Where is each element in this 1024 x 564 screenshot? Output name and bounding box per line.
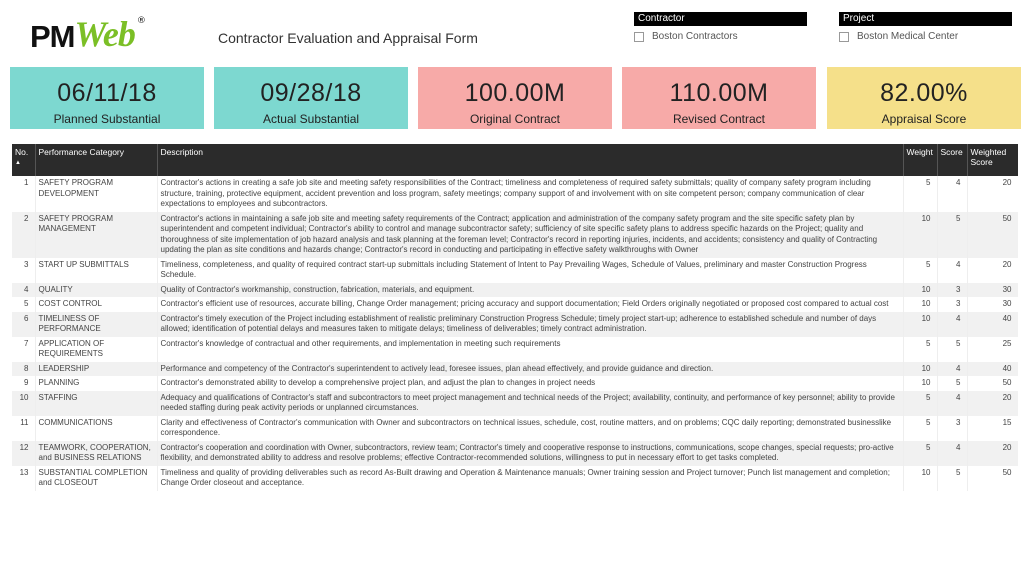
row-category: STAFFING: [35, 391, 157, 416]
contractor-slicer-header: Contractor: [634, 12, 807, 26]
row-weight: 10: [903, 297, 937, 312]
project-checkbox[interactable]: [839, 32, 849, 42]
row-score: 3: [937, 283, 967, 298]
row-weighted-score: 50: [967, 376, 1018, 391]
row-score: 4: [937, 258, 967, 283]
table-row[interactable]: [12, 376, 1018, 391]
row-score: 4: [937, 441, 967, 466]
appraisal-table-container[interactable]: [12, 144, 1018, 564]
row-weight: 10: [903, 362, 937, 377]
appraisal-table: [12, 144, 1018, 491]
column-header-description[interactable]: Description: [157, 144, 903, 176]
row-description: Contractor's actions in maintaining a safe job site and meeting safety requirements of the Contract; application and administration of the company safety program and the site specific safety plan by superintendent and competent individual; Contractor's ability to control and manage subcontractor safety; sufficiency of site specific safety plans to address specific hazards on the Project; quality and thoroughness of site implementation of job hazard analysis and task planning at the foreman level; Contractor's record in reporting injuries, incidents, and accidents; consistency and quality of Contracting updating the plan as site conditions and hazards change; Contractor's record in conducting and participating in effective safety walkthroughs with Owner: [157, 212, 903, 258]
row-description: Clarity and effectiveness of Contractor's communication with Owner and subcontractors on technical issues, schedule, cost, routine matters, and on problems; CQC daily reporting; demonstrated businesslike correspondence.: [157, 416, 903, 441]
table-row[interactable]: [12, 258, 1018, 283]
row-weighted-score: 25: [967, 337, 1018, 362]
row-weighted-score: 20: [967, 258, 1018, 283]
table-header-row: [12, 144, 1018, 176]
row-weight: 10: [903, 283, 937, 298]
card-appraisal-score: [827, 67, 1021, 129]
card-label: Actual Substantial: [262, 112, 360, 126]
row-number: 8: [12, 362, 35, 377]
table-row[interactable]: [12, 362, 1018, 377]
row-weighted-score: 40: [967, 362, 1018, 377]
row-weight: 5: [903, 258, 937, 283]
row-number: 11: [12, 416, 35, 441]
column-header-category[interactable]: Performance Category: [35, 144, 157, 176]
row-score: 3: [937, 297, 967, 312]
row-description: Contractor's demonstrated ability to develop a comprehensive project plan, and adjust the plan to changes in project needs: [157, 376, 903, 391]
table-body: [12, 176, 1018, 491]
row-weighted-score: 40: [967, 312, 1018, 337]
row-weighted-score: 15: [967, 416, 1018, 441]
card-value: 110.00M: [669, 79, 769, 107]
row-category: TEAMWORK, COOPERATION, and BUSINESS RELATIONS: [35, 441, 157, 466]
row-score: 5: [937, 466, 967, 491]
card-planned-substantial: [10, 67, 204, 129]
card-actual-substantial: [214, 67, 408, 129]
row-score: 4: [937, 362, 967, 377]
registered-mark: ®: [136, 16, 146, 26]
card-value: 82.00%: [880, 79, 968, 107]
row-weight: 10: [903, 466, 937, 491]
project-slicer-header: Project: [839, 12, 1012, 26]
row-weighted-score: 20: [967, 391, 1018, 416]
row-number: 12: [12, 441, 35, 466]
row-score: 4: [937, 176, 967, 212]
row-weight: 5: [903, 337, 937, 362]
row-score: 5: [937, 376, 967, 391]
card-label: Revised Contract: [672, 112, 766, 126]
table-row[interactable]: [12, 212, 1018, 258]
row-weighted-score: 30: [967, 297, 1018, 312]
row-category: COST CONTROL: [35, 297, 157, 312]
row-description: Contractor's cooperation and coordination with Owner, subcontractors, review team; Contractor's timely and cooperative response to instructions, communications, scope changes, special requests; pro-active flexibility, and demonstrated ability to address and resolve problems; effective Contractor-recommended solutions, willingness to put in necessary effort to get tasks completed.: [157, 441, 903, 466]
row-description: Contractor's timely execution of the Project including establishment of realistic preliminary Construction Progress Schedule; timely project start-up; adherence to established schedule and number of days allowed; identification of potential delays and measures taken to mitigate delays; timeliness of deliverables; timely contract administration.: [157, 312, 903, 337]
column-header-no-label: No.: [15, 147, 29, 157]
row-number: 9: [12, 376, 35, 391]
row-number: 3: [12, 258, 35, 283]
row-category: SUBSTANTIAL COMPLETION and CLOSEOUT: [35, 466, 157, 491]
card-label: Planned Substantial: [53, 112, 161, 126]
table-row[interactable]: [12, 176, 1018, 212]
table-row[interactable]: [12, 312, 1018, 337]
row-weight: 10: [903, 376, 937, 391]
row-weighted-score: 50: [967, 212, 1018, 258]
pmweb-logo: [30, 12, 146, 52]
table-row[interactable]: [12, 283, 1018, 298]
row-weighted-score: 20: [967, 176, 1018, 212]
contractor-option[interactable]: [634, 31, 807, 42]
row-category: COMMUNICATIONS: [35, 416, 157, 441]
table-row[interactable]: [12, 441, 1018, 466]
row-category: TIMELINESS OF PERFORMANCE: [35, 312, 157, 337]
column-header-weighted-score[interactable]: Weighted Score: [967, 144, 1018, 176]
row-number: 4: [12, 283, 35, 298]
row-number: 10: [12, 391, 35, 416]
contractor-option-label: Boston Contractors: [652, 31, 738, 42]
row-weighted-score: 20: [967, 441, 1018, 466]
row-description: Quality of Contractor's workmanship, construction, fabrication, materials, and equipment.: [157, 283, 903, 298]
row-number: 13: [12, 466, 35, 491]
row-category: SAFETY PROGRAM MANAGEMENT: [35, 212, 157, 258]
row-weight: 5: [903, 176, 937, 212]
sort-ascending-icon[interactable]: ▲: [15, 160, 21, 166]
logo-text-pm: PM: [30, 19, 75, 54]
row-score: 4: [937, 391, 967, 416]
logo-text-web: Web: [74, 14, 135, 54]
row-weight: 5: [903, 416, 937, 441]
card-label: Original Contract: [469, 112, 561, 126]
table-row[interactable]: [12, 297, 1018, 312]
column-header-no[interactable]: [12, 144, 35, 176]
row-number: 7: [12, 337, 35, 362]
row-score: 5: [937, 337, 967, 362]
table-row[interactable]: [12, 337, 1018, 362]
row-description: Contractor's efficient use of resources, accurate billing, Change Order management; pricing accuracy and support documentation; Field Orders originally negotiated or proposed cost compared to actual cost: [157, 297, 903, 312]
project-option[interactable]: [839, 31, 1012, 42]
card-value: 100.00M: [464, 79, 566, 107]
card-label: Appraisal Score: [881, 112, 967, 126]
contractor-slicer: [634, 12, 807, 42]
row-description: Performance and competency of the Contractor's superintendent to actively lead, foresee issues, plan ahead effectively, and provide guidance and direction.: [157, 362, 903, 377]
row-category: LEADERSHIP: [35, 362, 157, 377]
row-score: 4: [937, 312, 967, 337]
row-score: 5: [937, 212, 967, 258]
row-weighted-score: 50: [967, 466, 1018, 491]
row-weight: 5: [903, 391, 937, 416]
kpi-cards: [10, 67, 1024, 129]
contractor-checkbox[interactable]: [634, 32, 644, 42]
row-description: Timeliness and quality of providing deliverables such as record As-Built drawing and Operation & Maintenance manuals; Owner training session and Project turnover; Punch list management and completion; Change Order closeout and acceptance.: [157, 466, 903, 491]
row-description: Contractor's knowledge of contractual and other requirements, and implementation in meeting such requirements: [157, 337, 903, 362]
project-slicer: [839, 12, 1012, 42]
column-header-weight[interactable]: Weight: [903, 144, 937, 176]
row-category: START UP SUBMITTALS: [35, 258, 157, 283]
card-original-contract: [418, 67, 612, 129]
card-value: 09/28/18: [260, 79, 362, 107]
project-option-label: Boston Medical Center: [857, 31, 959, 42]
row-category: QUALITY: [35, 283, 157, 298]
table-row[interactable]: [12, 391, 1018, 416]
page-title: Contractor Evaluation and Appraisal Form: [218, 30, 478, 46]
row-category: SAFETY PROGRAM DEVELOPMENT: [35, 176, 157, 212]
row-number: 1: [12, 176, 35, 212]
row-score: 3: [937, 416, 967, 441]
column-header-score[interactable]: Score: [937, 144, 967, 176]
row-weight: 10: [903, 212, 937, 258]
row-category: PLANNING: [35, 376, 157, 391]
row-category: APPLICATION OF REQUIREMENTS: [35, 337, 157, 362]
row-description: Contractor's actions in creating a safe job site and meeting safety responsibilities of the Contract; timeliness and completeness of required safety submittals; quality of company safety program including structure, training, protective equipment, accident prevention and loss program, safety meetings; company support of and involvement with on site competent person; company communication of clear expectations to employees and subcontractors.: [157, 176, 903, 212]
row-number: 2: [12, 212, 35, 258]
card-revised-contract: [622, 67, 816, 129]
table-row[interactable]: [12, 416, 1018, 441]
row-description: Adequacy and qualifications of Contractor's staff and subcontractors to meet project management and technical needs of the Project; availability, continuity, and performance of key personnel; ability to provide needed staffing during peak activity periods or unplanned circumstances.: [157, 391, 903, 416]
row-weighted-score: 30: [967, 283, 1018, 298]
table-row[interactable]: [12, 466, 1018, 491]
row-weight: 5: [903, 441, 937, 466]
card-value: 06/11/18: [57, 79, 157, 107]
row-number: 6: [12, 312, 35, 337]
row-weight: 10: [903, 312, 937, 337]
row-description: Timeliness, completeness, and quality of required contract start-up submittals including Statement of Intent to Pay Prevailing Wages, Schedule of Values, preliminary and master Construction Progress Schedule.: [157, 258, 903, 283]
row-number: 5: [12, 297, 35, 312]
